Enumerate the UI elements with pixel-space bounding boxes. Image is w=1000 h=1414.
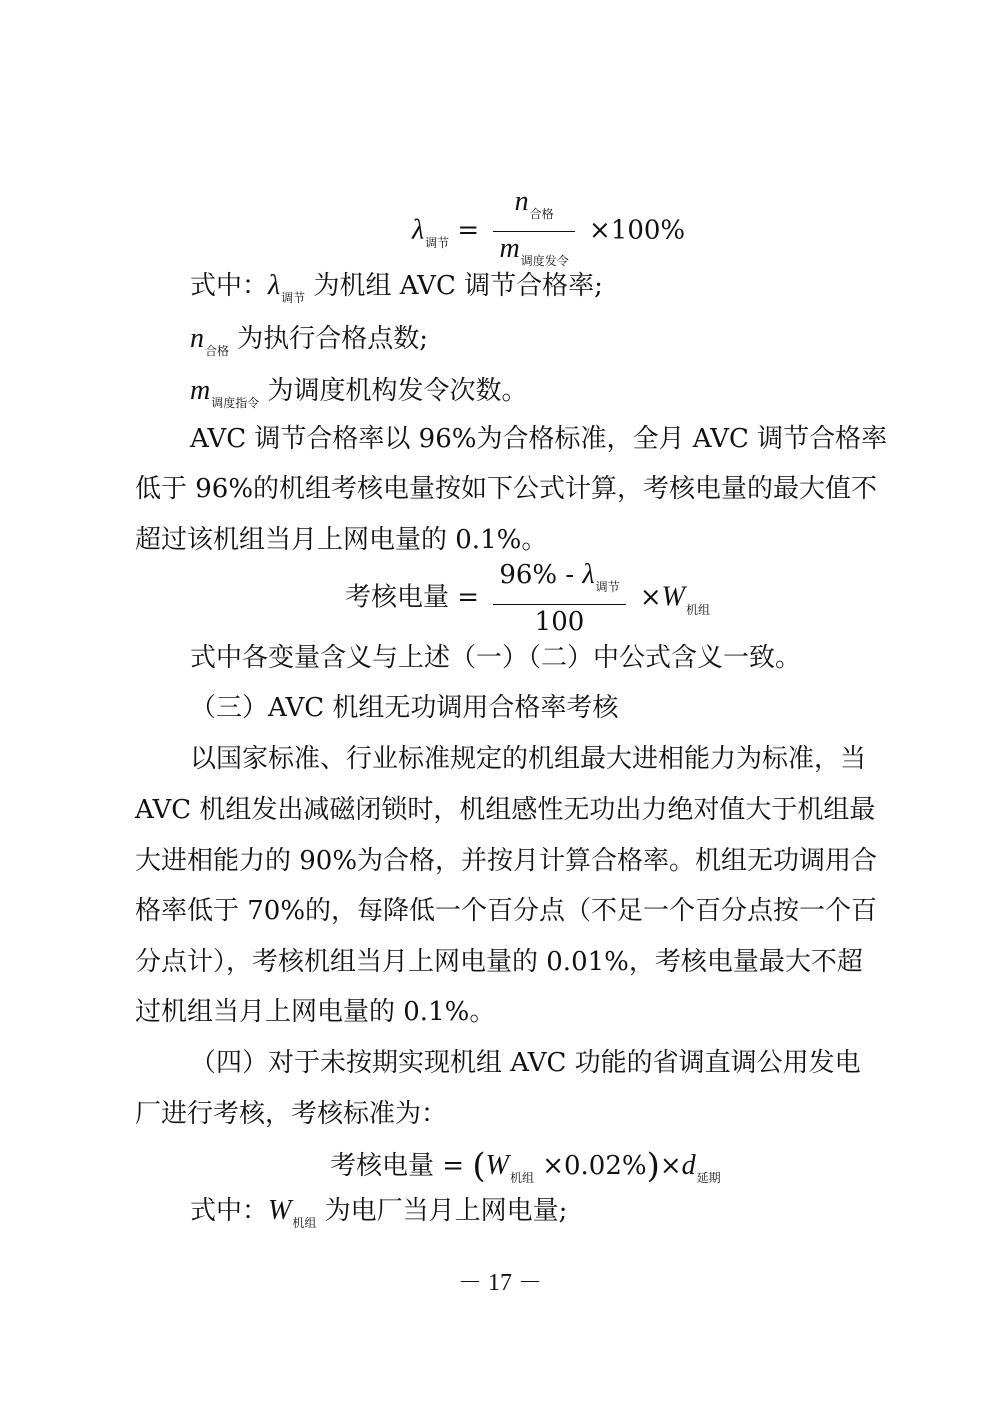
d-subscript: 延期 bbox=[696, 1171, 721, 1185]
m-symbol: m bbox=[499, 233, 520, 264]
right-paren: ) bbox=[646, 1146, 660, 1186]
paragraph-line: AVC 机组发出减磁闭锁时，机组感性无功出力绝对值大于机组最 bbox=[135, 795, 876, 825]
m-symbol: m bbox=[190, 375, 211, 406]
paragraph-line: 格率低于 70%的，每降低一个百分点（不足一个百分点按一个百 bbox=[135, 896, 878, 926]
definition-prefix: 式中： bbox=[190, 271, 269, 301]
definition-n bbox=[190, 321, 875, 369]
W-subscript: 机组 bbox=[292, 1216, 317, 1230]
definition-W bbox=[190, 1193, 875, 1241]
lambda-subscript: 调节 bbox=[595, 580, 620, 594]
times-sign: × bbox=[639, 582, 662, 613]
paragraph-line: 厂进行考核，考核标准为： bbox=[135, 1099, 448, 1129]
fraction-denominator: 100 bbox=[534, 607, 585, 637]
paragraph-line: 分点计），考核机组当月上网电量的 0.01%，考核电量最大不超 bbox=[135, 947, 863, 977]
W-subscript: 机组 bbox=[686, 602, 711, 617]
definition-m bbox=[190, 373, 875, 421]
lambda-subscript: 调节 bbox=[281, 291, 306, 305]
definition-text: 为调度机构发令次数。 bbox=[267, 376, 528, 406]
paragraph-line: 式中各变量含义与上述（一）（二）中公式含义一致。 bbox=[190, 643, 802, 673]
m-subscript: 调度指令 bbox=[211, 396, 260, 410]
formula-delay-assessment bbox=[330, 1145, 721, 1186]
n-symbol: n bbox=[190, 323, 204, 354]
W-symbol: W bbox=[485, 1150, 509, 1181]
numerator-text: 96% - bbox=[499, 560, 583, 590]
definition-text: 为机组 AVC 调节合格率; bbox=[313, 271, 603, 301]
formula-assessment-energy bbox=[345, 558, 710, 639]
n-subscript: 合格 bbox=[529, 207, 554, 221]
lambda-symbol: λ bbox=[412, 214, 425, 246]
page-number: － 17 － bbox=[458, 1270, 542, 1296]
definition-text: 为电厂当月上网电量; bbox=[324, 1196, 568, 1226]
lambda-subscript: 调节 bbox=[425, 235, 450, 250]
W-symbol: W bbox=[268, 1195, 292, 1226]
n-symbol: n bbox=[514, 186, 529, 217]
m-subscript: 调度发令 bbox=[520, 254, 569, 268]
fraction bbox=[493, 558, 625, 639]
formula-adjustment-rate bbox=[412, 185, 685, 278]
assessment-energy-label: 考核电量 bbox=[345, 582, 450, 613]
definition-prefix: 式中： bbox=[190, 1196, 269, 1226]
lambda-symbol: λ bbox=[582, 559, 595, 590]
equals-sign: = bbox=[442, 1151, 465, 1181]
times-percentage: ×0.02% bbox=[542, 1151, 647, 1181]
paragraph-line: 超过该机组当月上网电量的 0.1%。 bbox=[135, 525, 548, 555]
paragraph-line: （四）对于未按期实现机组 AVC 功能的省调直调公用发电 bbox=[190, 1048, 861, 1078]
equals-sign: = bbox=[457, 582, 480, 613]
paragraph-line: 低于 96%的机组考核电量按如下公式计算，考核电量的最大值不 bbox=[135, 474, 878, 504]
definition-text: 为执行合格点数; bbox=[237, 324, 429, 354]
definition-lambda bbox=[190, 268, 875, 316]
left-paren: ( bbox=[472, 1146, 486, 1186]
times-sign: × bbox=[659, 1151, 682, 1181]
fraction-numerator bbox=[493, 185, 574, 232]
section-heading: （三）AVC 机组无功调用合格率考核 bbox=[190, 693, 619, 723]
times-100-percent: ×100% bbox=[589, 215, 686, 246]
paragraph-line: 过机组当月上网电量的 0.1%。 bbox=[135, 997, 496, 1027]
fraction-numerator bbox=[493, 558, 625, 605]
lambda-symbol: λ bbox=[268, 270, 281, 301]
assessment-energy-label: 考核电量 bbox=[330, 1151, 435, 1181]
paragraph-line: 以国家标准、行业标准规定的机组最大进相能力为标准，当 bbox=[190, 744, 867, 774]
equals-sign: = bbox=[457, 215, 480, 246]
n-subscript: 合格 bbox=[205, 344, 230, 358]
fraction bbox=[493, 185, 574, 278]
paragraph-line: AVC 调节合格率以 96%为合格标准，全月 AVC 调节合格率 bbox=[190, 424, 888, 454]
d-symbol: d bbox=[681, 1150, 696, 1181]
W-subscript: 机组 bbox=[509, 1171, 534, 1185]
W-symbol: W bbox=[661, 581, 685, 613]
paragraph-line: 大进相能力的 90%为合格，并按月计算合格率。机组无功调用合 bbox=[135, 846, 878, 876]
